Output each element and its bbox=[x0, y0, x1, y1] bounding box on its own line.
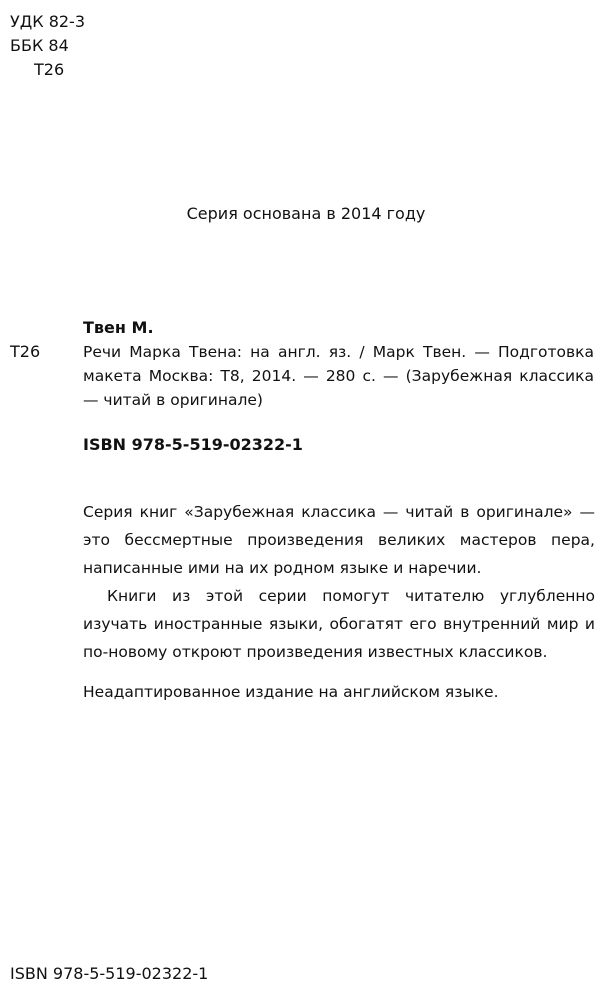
series-note: Серия основана в 2014 году bbox=[186, 204, 426, 223]
catalog-isbn: ISBN 978-5-519-02322-1 bbox=[83, 435, 303, 454]
annotation-paragraph-1: Серия книг «Зарубежная классика — читай в оригинале» — это бессмертные произведения великих мастеров пера, написанные ими на их родном языке и наречии. bbox=[83, 502, 595, 577]
catalog-author: Твен М. bbox=[83, 318, 154, 337]
annotation-paragraph-3: Неадаптированное издание на английском языке. bbox=[83, 682, 499, 701]
udk-code: УДК 82-3 bbox=[10, 12, 86, 31]
footer-isbn: ISBN 978-5-519-02322-1 bbox=[10, 964, 209, 983]
bbk-code: ББК 84 bbox=[10, 36, 69, 55]
catalog-description: Речи Марка Твена: на англ. яз. / Марк Твен. — Подготовка макета Москва: Т8, 2014. — 280 с. — (Зарубежная классика — читай в оригинале) bbox=[83, 343, 594, 409]
annotation-paragraph-2: Книги из этой серии помогут читателю углубленно изучать иностранные языки, обогатят его внутренний мир и по-новому откроют произведения известных классиков. bbox=[83, 586, 595, 661]
author-mark-top: Т26 bbox=[34, 60, 65, 79]
catalog-author-mark: Т26 bbox=[10, 342, 41, 361]
